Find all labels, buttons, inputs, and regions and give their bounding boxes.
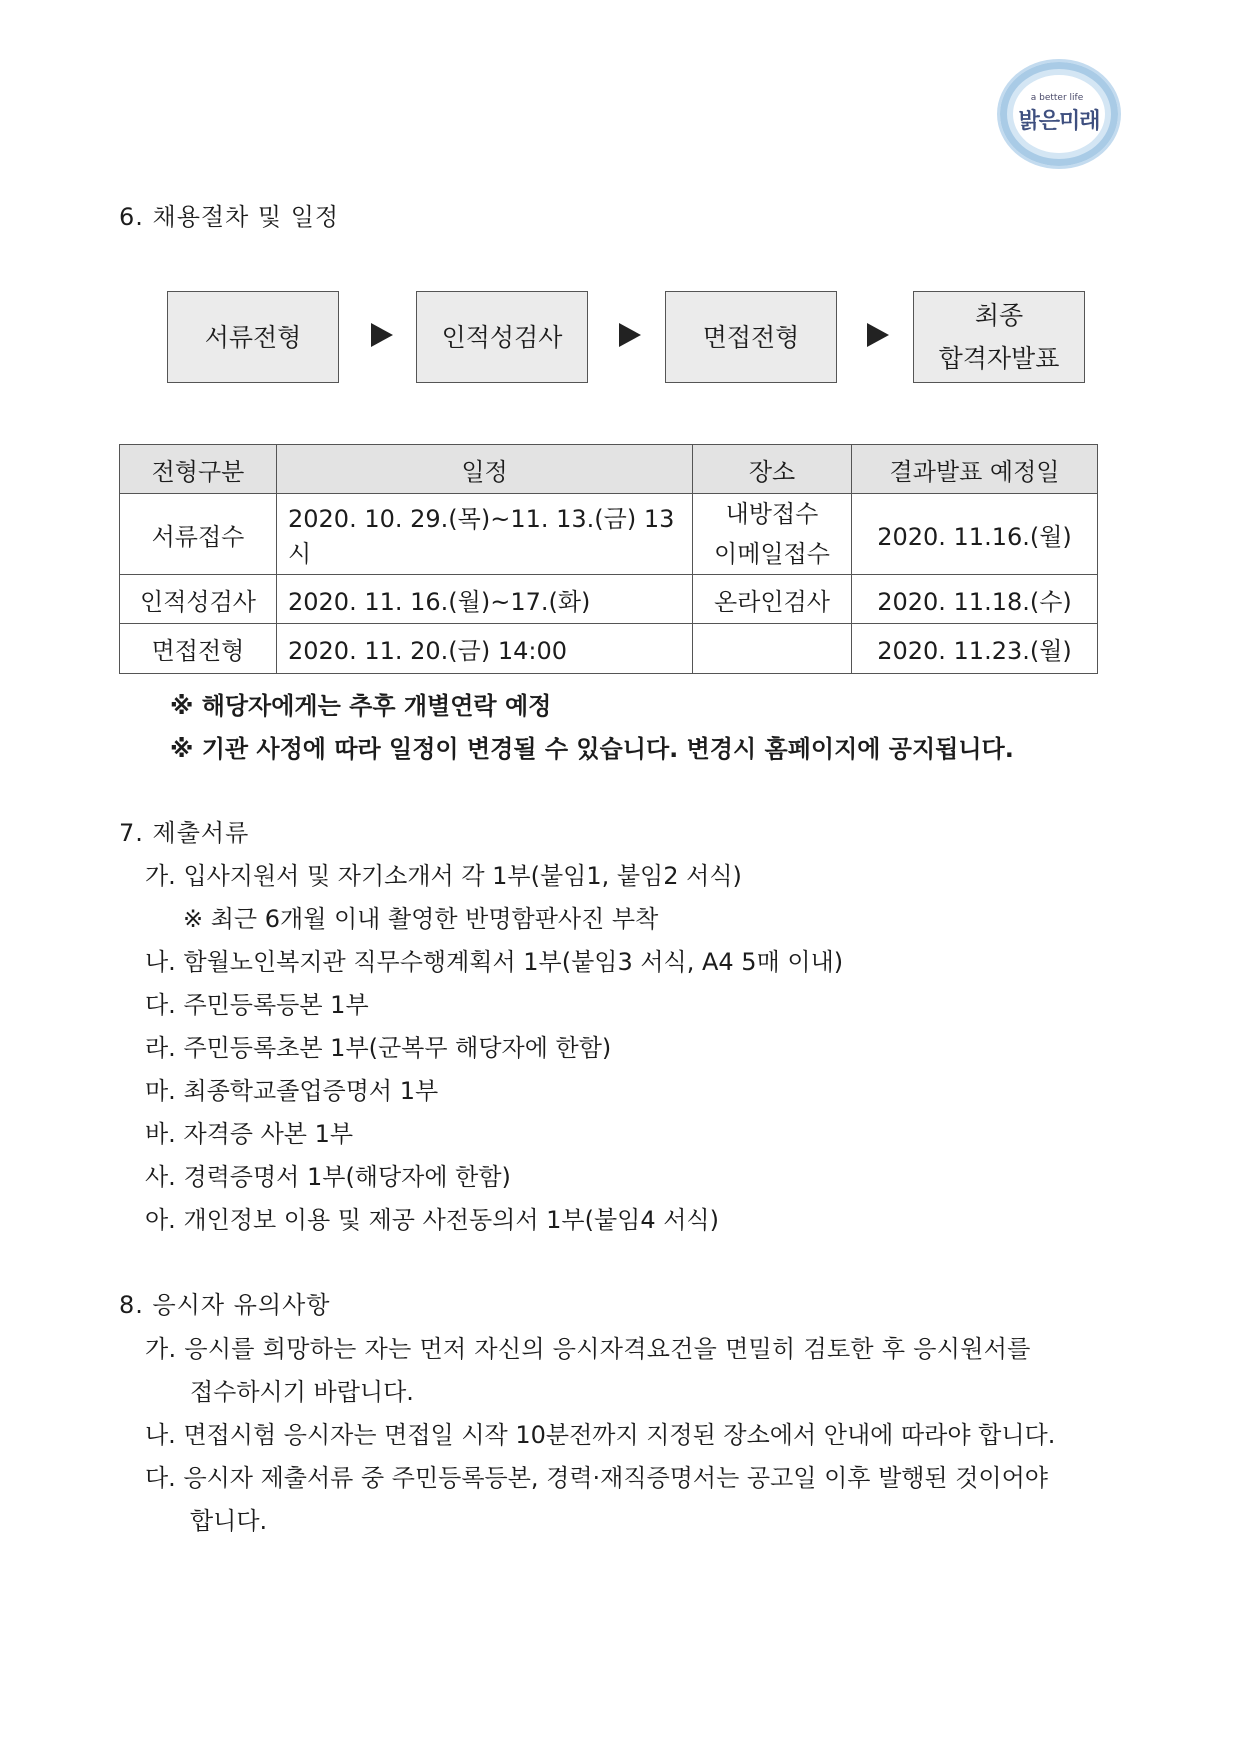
cell-place — [693, 624, 852, 674]
list-item-continued: 합니다. — [190, 1507, 268, 1535]
list-item: 가. 응시를 희망하는 자는 먼저 자신의 응시자격요건을 면밀히 검토한 후 응시원서를 — [145, 1335, 1031, 1363]
header-result-date: 결과발표 예정일 — [852, 445, 1098, 494]
logo-subtitle: a better life — [1030, 93, 1084, 103]
arrow-right-icon — [619, 323, 641, 347]
flow-step-aptitude-test — [416, 291, 588, 383]
cell-schedule: 2020. 10. 29.(목)~11. 13.(금) 13시 — [277, 494, 693, 575]
flow-step-label-line2: 합격자발표 — [938, 344, 1060, 373]
flow-step-final-announcement — [913, 291, 1085, 383]
header-stage: 전형구분 — [120, 445, 277, 494]
cell-stage: 인적성검사 — [120, 575, 277, 624]
list-item: 바. 자격증 사본 1부 — [145, 1120, 354, 1148]
table-row — [120, 575, 1098, 624]
list-item: 나. 함월노인복지관 직무수행계획서 1부(붙임3 서식, A4 5매 이내) — [145, 948, 844, 976]
cell-schedule: 2020. 11. 16.(월)~17.(화) — [277, 575, 693, 624]
arrow-right-icon — [867, 323, 889, 347]
table-row — [120, 494, 1098, 575]
section-6-title: 6. 채용절차 및 일정 — [119, 203, 340, 231]
note-individual-contact: ※ 해당자에게는 추후 개별연락 예정 — [170, 692, 552, 720]
cell-result-date: 2020. 11.23.(월) — [852, 624, 1098, 674]
flow-step-interview — [665, 291, 837, 383]
table-header-row — [120, 445, 1098, 494]
place-line1: 내방접수 — [725, 500, 819, 528]
note-schedule-change: ※ 기관 사정에 따라 일정이 변경될 수 있습니다. 변경시 홈페이지에 공지됩니다. — [170, 735, 1014, 763]
section-8-title: 8. 응시자 유의사항 — [119, 1291, 331, 1319]
cell-result-date: 2020. 11.16.(월) — [852, 494, 1098, 575]
cell-place — [693, 494, 852, 575]
cell-result-date: 2020. 11.18.(수) — [852, 575, 1098, 624]
organization-logo — [1000, 62, 1118, 166]
list-item: 사. 경력증명서 1부(해당자에 한함) — [145, 1163, 511, 1191]
list-item: 라. 주민등록초본 1부(군복무 해당자에 한함) — [145, 1034, 612, 1062]
place-line2: 이메일접수 — [714, 540, 830, 568]
flow-step-label-line1: 최종 — [974, 301, 1024, 330]
flow-step-label: 인적성검사 — [441, 322, 563, 352]
cell-stage: 면접전형 — [120, 624, 277, 674]
table-row — [120, 624, 1098, 674]
list-item: 가. 입사지원서 및 자기소개서 각 1부(붙임1, 붙임2 서식) — [145, 862, 742, 890]
logo-title: 밝은미래 — [1018, 109, 1100, 134]
cell-schedule: 2020. 11. 20.(금) 14:00 — [277, 624, 693, 674]
section-7-title: 7. 제출서류 — [119, 819, 250, 847]
list-item: 마. 최종학교졸업증명서 1부 — [145, 1077, 439, 1105]
flow-step-document-screening — [167, 291, 339, 383]
header-schedule: 일정 — [277, 445, 693, 494]
list-item: 다. 응시자 제출서류 중 주민등록등본, 경력·재직증명서는 공고일 이후 발행된 것이어야 — [145, 1464, 1048, 1492]
flow-step-label: 면접전형 — [702, 322, 800, 352]
list-item-continued: 접수하시기 바랍니다. — [190, 1378, 414, 1406]
flow-step-label: 서류전형 — [204, 322, 302, 352]
header-place: 장소 — [693, 445, 852, 494]
cell-stage: 서류접수 — [120, 494, 277, 575]
cell-place: 온라인검사 — [693, 575, 852, 624]
list-item: 다. 주민등록등본 1부 — [145, 991, 369, 1019]
list-item: 아. 개인정보 이용 및 제공 사전동의서 1부(붙임4 서식) — [145, 1206, 719, 1234]
list-item: 나. 면접시험 응시자는 면접일 시작 10분전까지 지정된 장소에서 안내에 따라야 합니다. — [145, 1421, 1056, 1449]
list-item-note: ※ 최근 6개월 이내 촬영한 반명함판사진 부착 — [183, 905, 659, 933]
arrow-right-icon — [371, 323, 393, 347]
schedule-table — [119, 444, 1098, 674]
